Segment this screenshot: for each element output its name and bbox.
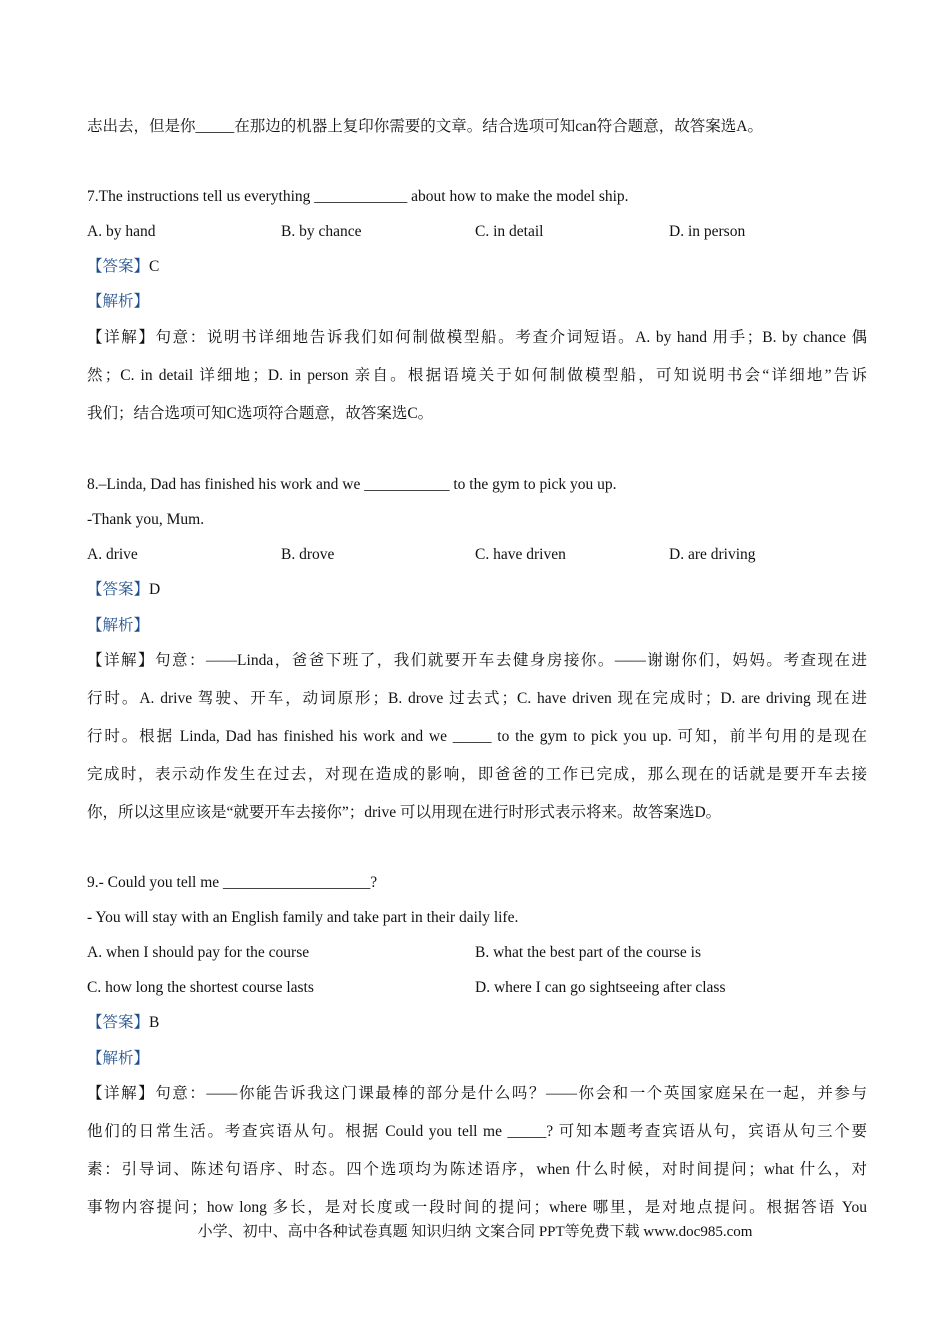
detail-text: 句意：说明书详细地告诉我们如何制做模型船。考查介词短语。A. by hand 用手；B. by chance 偶 bbox=[155, 329, 867, 346]
answer-tag: 【答案】 bbox=[87, 258, 150, 275]
q7-option-c: C. in detail bbox=[475, 223, 544, 240]
q9-option-a: A. when I should pay for the course bbox=[87, 944, 310, 961]
q8-detail-line-2: 行时。A. drive 驾驶、开车，动词原形；B. drove 过去式；C. have driven 现在完成时；D. are driving 现在进 bbox=[87, 690, 867, 707]
intro-line: 志出去，但是你_____在那边的机器上复印你需要的文章。结合选项可知can符合题意，故答案选A。 bbox=[87, 118, 763, 135]
analysis-tag: 【解析】 bbox=[87, 617, 150, 634]
answer-value: D bbox=[149, 581, 161, 598]
q7-detail-line-2: 然；C. in detail 详细地；D. in person 亲自。根据语境关于如何制做模型船，可知说明书会“详细地”告诉 bbox=[87, 367, 867, 384]
q7-option-a: A. by hand bbox=[87, 223, 156, 240]
answer-tag: 【答案】 bbox=[87, 581, 150, 598]
q9-detail-line-1 bbox=[87, 1084, 867, 1104]
q7-detail-line-1 bbox=[87, 328, 867, 348]
q8-detail-line-1 bbox=[87, 651, 867, 671]
q8-detail-line-5: 你，所以这里应该是“就要开车去接你”；drive 可以用现在进行时形式表示将来。故答案选D。 bbox=[87, 804, 722, 821]
detail-tag: 【详解】 bbox=[87, 1085, 156, 1102]
q9-detail-line-3: 素：引导词、陈述句语序、时态。四个选项均为陈述语序，when 什么时候，对时间提问；what 什么，对 bbox=[87, 1161, 867, 1178]
page-footer: 小学、初中、高中各种试卷真题 知识归纳 文案合同 PPT等免费下载 www.doc985.com bbox=[197, 1224, 753, 1240]
q7-analysis-tag bbox=[87, 292, 867, 312]
q7-option-d: D. in person bbox=[669, 223, 746, 240]
analysis-tag: 【解析】 bbox=[87, 293, 150, 310]
q9-option-d: D. where I can go sightseeing after class bbox=[475, 979, 726, 996]
q9-detail-line-4: 事物内容提问；how long 多长，是对长度或一段时间的提问；where 哪里，是对地点提问。根据答语 You bbox=[87, 1199, 867, 1216]
q8-option-c: C. have driven bbox=[475, 546, 566, 563]
q8-analysis-tag bbox=[87, 616, 867, 636]
q8-detail-line-4: 完成时，表示动作发生在过去，对现在造成的影响，即爸爸的工作已完成，那么现在的话就是要开车去接 bbox=[87, 766, 867, 783]
q8-option-d: D. are driving bbox=[669, 546, 756, 563]
q8-option-b: B. drove bbox=[281, 546, 335, 563]
detail-tag: 【详解】 bbox=[87, 329, 156, 346]
q7-answer bbox=[87, 257, 867, 277]
detail-text: 句意：——你能告诉我这门课最棒的部分是什么吗？——你会和一个英国家庭呆在一起，并参与 bbox=[155, 1085, 867, 1102]
q9-reply: - You will stay with an English family and take part in their daily life. bbox=[87, 909, 519, 926]
answer-tag: 【答案】 bbox=[87, 1014, 150, 1031]
detail-text: 句意：——Linda，爸爸下班了，我们就要开车去健身房接你。——谢谢你们，妈妈。考查现在进 bbox=[155, 652, 867, 669]
q7-option-b: B. by chance bbox=[281, 223, 362, 240]
answer-value: B bbox=[149, 1014, 160, 1031]
q9-detail-line-2: 他们的日常生活。考查宾语从句。根据 Could you tell me _____? 可知本题考查宾语从句，宾语从句三个要 bbox=[87, 1123, 867, 1140]
q9-answer bbox=[87, 1013, 867, 1033]
q9-stem: 9.- Could you tell me ___________________? bbox=[87, 874, 378, 891]
q9-analysis-tag bbox=[87, 1049, 867, 1069]
q8-answer bbox=[87, 580, 867, 600]
detail-tag: 【详解】 bbox=[87, 652, 156, 669]
q7-stem: 7.The instructions tell us everything ____________ about how to make the model ship. bbox=[87, 188, 629, 205]
q8-option-a: A. drive bbox=[87, 546, 138, 563]
q8-detail-line-3: 行时。根据 Linda, Dad has finished his work and we _____ to the gym to pick you up. 可知，前半句用的是现在 bbox=[87, 728, 867, 745]
q9-option-b: B. what the best part of the course is bbox=[475, 944, 701, 961]
answer-value: C bbox=[149, 258, 160, 275]
q7-detail-line-3: 我们；结合选项可知C选项符合题意，故答案选C。 bbox=[87, 405, 434, 422]
q8-reply: -Thank you, Mum. bbox=[87, 511, 205, 528]
q9-option-c: C. how long the shortest course lasts bbox=[87, 979, 314, 996]
q8-stem: 8.–Linda, Dad has finished his work and we ___________ to the gym to pick you up. bbox=[87, 476, 617, 493]
analysis-tag: 【解析】 bbox=[87, 1050, 150, 1067]
